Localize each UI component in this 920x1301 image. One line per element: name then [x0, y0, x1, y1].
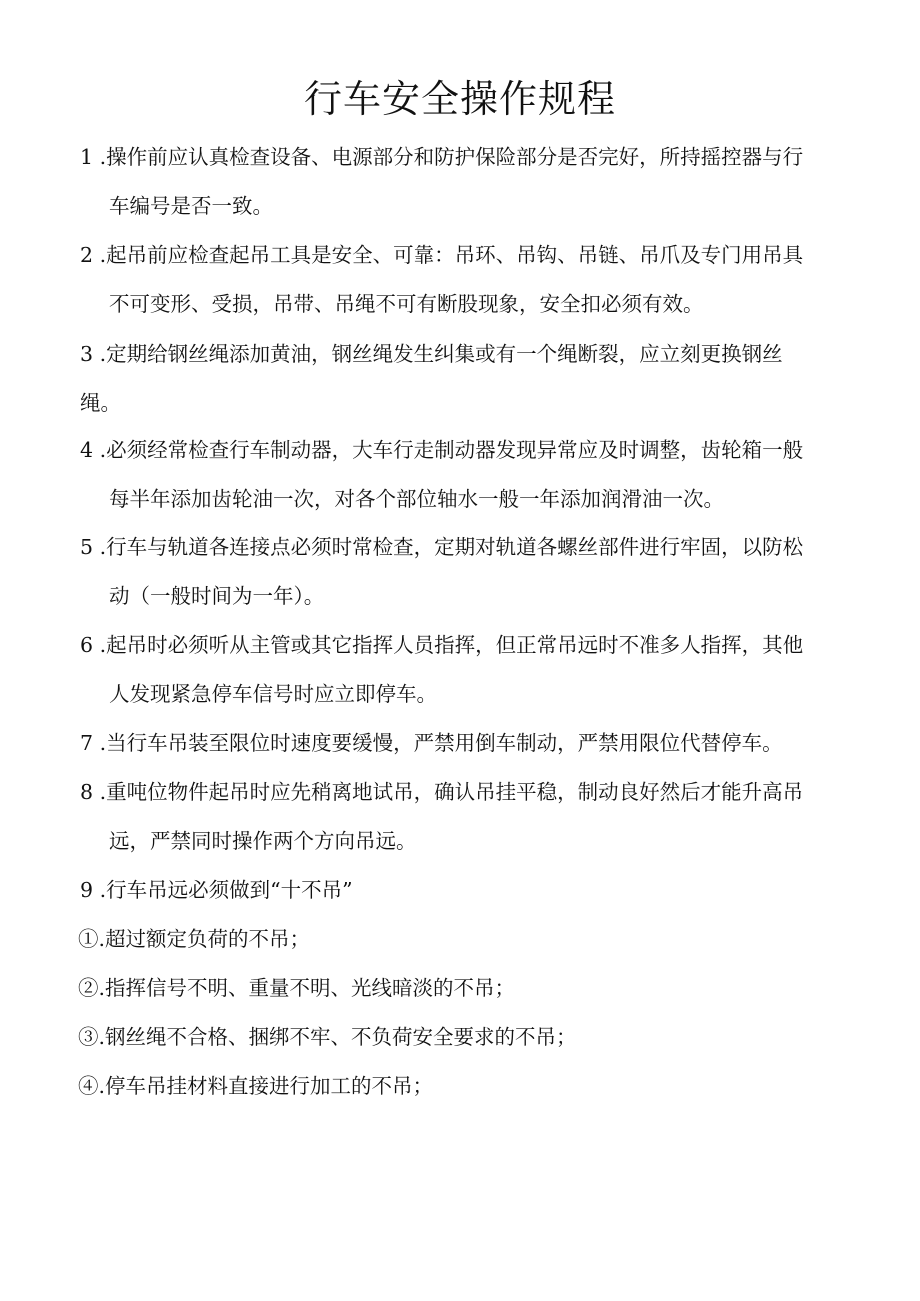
rule-text: .起吊前应检查起吊工具是安全、可靠：吊环、吊钩、吊链、吊爪及专门用吊具	[99, 243, 804, 267]
rule-line	[80, 621, 860, 670]
rule-text: .重吨位物件起吊时应先稍离地试吊，确认吊挂平稳，制动良好然后才能升高吊	[99, 780, 804, 804]
rule-text: .必须经常检查行车制动器，大车行走制动器发现异常应及时调整，齿轮箱一般	[99, 438, 804, 462]
rule-number: 5	[80, 535, 94, 559]
rule-number: 8	[80, 780, 94, 804]
rule-line: 动（一般时间为一年）。	[109, 584, 325, 608]
page-title: 行车安全操作规程	[303, 77, 616, 121]
sub-item-text: .超过额定负荷的不吊；	[98, 927, 311, 951]
rule-text: .操作前应认真检查设备、电源部分和防护保险部分是否完好，所持摇控器与行	[99, 145, 804, 169]
rule-line: 绳。	[80, 391, 121, 415]
rule-number: 7	[80, 731, 94, 755]
rule-number: 9	[80, 878, 94, 902]
rule-item-1	[80, 133, 860, 231]
rule-line: 人发现紧急停车信号时应立即停车。	[109, 682, 437, 706]
rule-line	[80, 426, 860, 475]
rule-line	[80, 133, 860, 182]
rule-line	[80, 866, 860, 915]
sub-item-2	[78, 964, 858, 1013]
rule-number: 2	[80, 243, 94, 267]
rule-text: .当行车吊装至限位时速度要缓慢，严禁用倒车制动，严禁用限位代替停车。	[99, 731, 783, 755]
sub-item-text: .钢丝绳不合格、捆绑不牢、不负荷安全要求的不吊；	[98, 1025, 577, 1049]
rule-item-7	[80, 719, 860, 768]
rule-line: 远，严禁同时操作两个方向吊远。	[109, 829, 417, 853]
rule-item-4	[80, 426, 860, 524]
rule-text: .起吊时必须听从主管或其它指挥人员指挥，但正常吊远时不准多人指挥，其他	[99, 633, 804, 657]
sub-item-marker: ③	[78, 1025, 99, 1049]
sub-item-text: .指挥信号不明、重量不明、光线暗淡的不吊；	[98, 976, 516, 1000]
sub-item-3	[78, 1013, 858, 1062]
rule-line	[80, 231, 860, 280]
rule-text: .行车吊远必须做到“十不吊”	[99, 878, 353, 902]
rule-item-6	[80, 621, 860, 719]
rule-line: 不可变形、受损，吊带、吊绳不可有断股现象，安全扣必须有效。	[109, 292, 704, 316]
rule-number: 4	[80, 438, 94, 462]
rule-item-9	[80, 866, 860, 915]
rule-text: .行车与轨道各连接点必须时常检查，定期对轨道各螺丝部件进行牢固，以防松	[99, 535, 804, 559]
rule-item-3	[80, 330, 860, 428]
rule-line	[80, 719, 860, 768]
rule-number: 6	[80, 633, 94, 657]
rule-number: 3	[80, 342, 94, 366]
sub-item-marker: ①	[78, 927, 99, 951]
rule-text: .定期给钢丝绳添加黄油，钢丝绳发生纠集或有一个绳断裂，应立刻更换钢丝	[99, 342, 783, 366]
rule-item-8	[80, 768, 860, 866]
rule-number: 1	[80, 145, 94, 169]
sub-item-text: .停车吊挂材料直接进行加工的不吊；	[98, 1074, 434, 1098]
rule-line	[80, 330, 860, 379]
rule-line	[80, 523, 860, 572]
rule-item-2	[80, 231, 860, 329]
sub-item-4	[78, 1062, 858, 1111]
sub-item-marker: ②	[78, 976, 99, 1000]
rule-line: 每半年添加齿轮油一次，对各个部位轴水一般一年添加润滑油一次。	[109, 487, 724, 511]
rule-line: 车编号是否一致。	[109, 194, 273, 218]
rule-item-5	[80, 523, 860, 621]
sub-item-1	[78, 915, 858, 964]
rule-line	[80, 768, 860, 817]
sub-item-marker: ④	[78, 1074, 99, 1098]
